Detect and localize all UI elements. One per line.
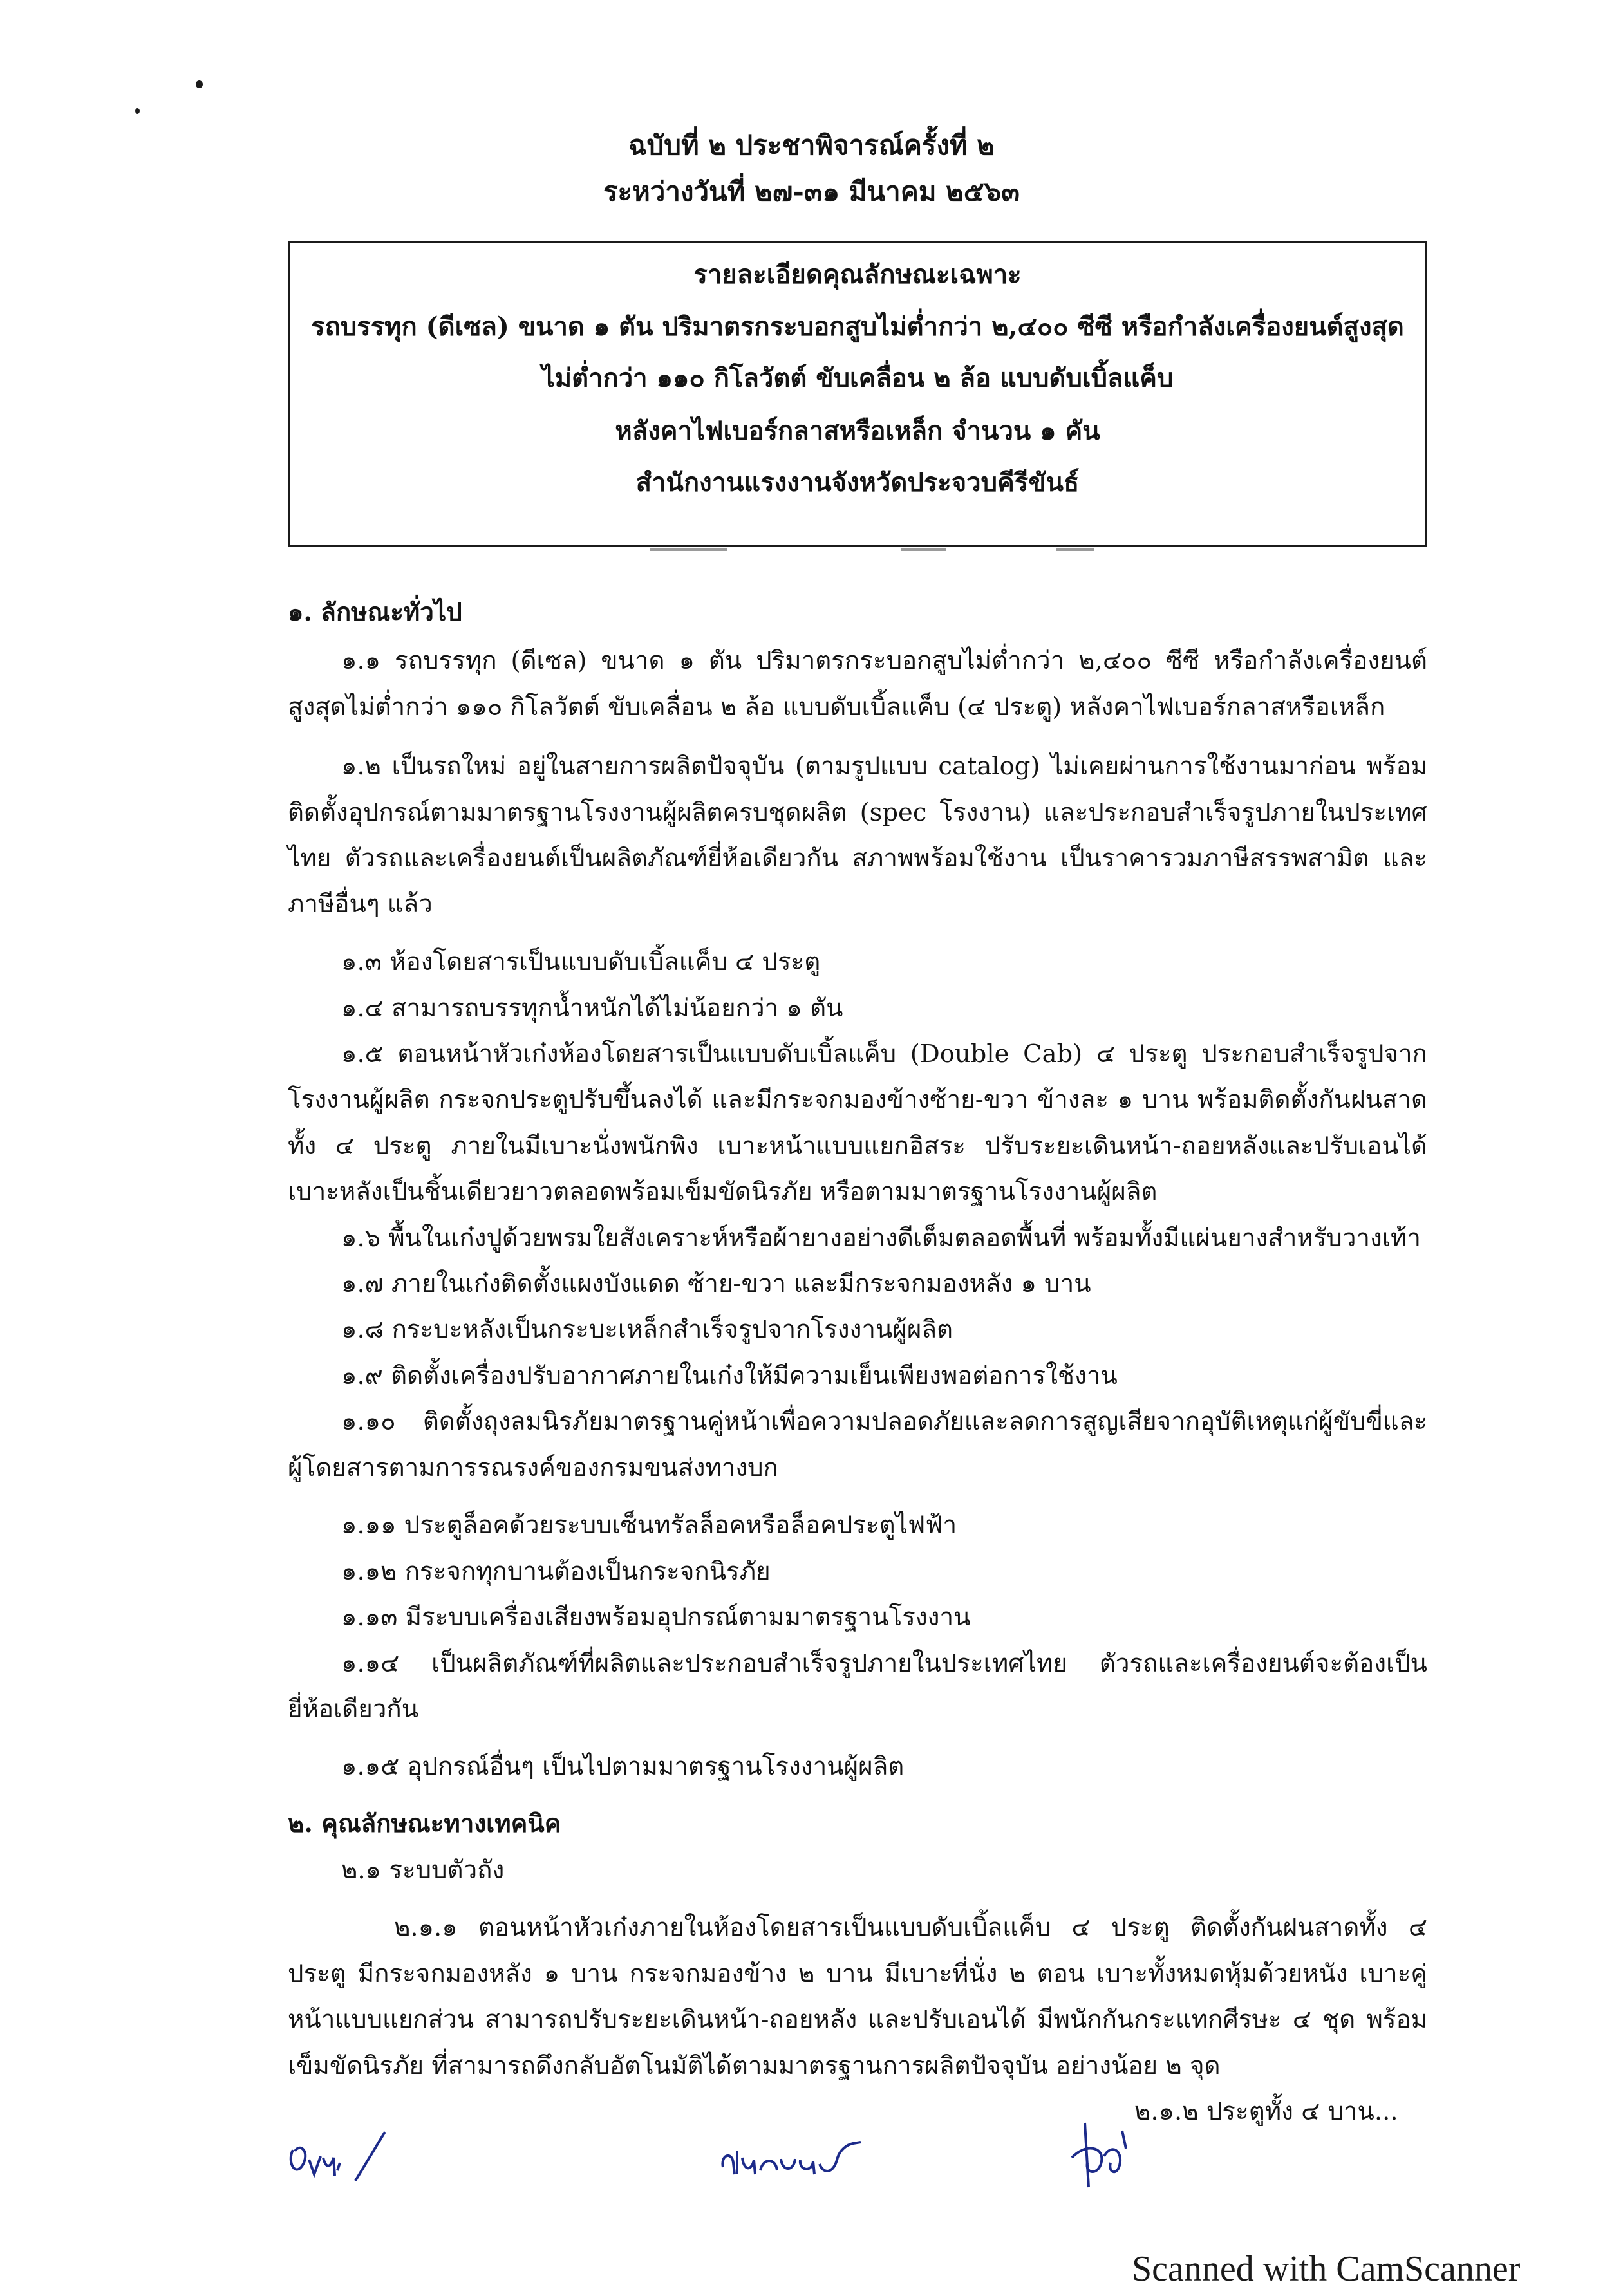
- box-vehicle-line-2: ไม่ต่ำกว่า ๑๑๐ กิโลวัตต์ ขับเคลื่อน ๒ ล้อ แบบดับเบิ้ลแค็บ: [541, 363, 1174, 393]
- scan-speck: [135, 108, 140, 114]
- item-1-14-line: ๑.๑๔ เป็นผลิตภัณฑ์ที่ผลิตและประกอบสำเร็จรูปภายในประเทศไทย ตัวรถและเครื่องยนต์จะต้องเป็น: [341, 1649, 1427, 1678]
- box-vehicle-line-1: รถบรรทุก (ดีเซล) ขนาด ๑ ตัน ปริมาตรกระบอกสูบไม่ต่ำกว่า ๒,๔๐๐ ซีซี หรือกำลังเครื่องยนต์สูงสุด: [311, 312, 1404, 342]
- item-1-15: ๑.๑๕ อุปกรณ์อื่นๆ เป็นไปตามมาตรฐานโรงงานผู้ผลิต: [341, 1752, 905, 1781]
- section-1-heading: ๑. ลักษณะทั่วไป: [288, 598, 462, 627]
- item-1-2-line: ไทย ตัวรถและเครื่องยนต์เป็นผลิตภัณฑ์ยี่ห้อเดียวกัน สภาพพร้อมใช้งาน เป็นราคารวมภาษีสรรพสามิต และ: [288, 844, 1427, 873]
- item-1-3: ๑.๓ ห้องโดยสารเป็นแบบดับเบิ้ลแค็บ ๔ ประตู: [341, 947, 821, 976]
- item-1-5-line: ๑.๕ ตอนหน้าหัวเก๋งห้องโดยสารเป็นแบบดับเบิ้ลแค็บ (Double Cab) ๔ ประตู ประกอบสำเร็จรูปจาก: [341, 1040, 1427, 1069]
- item-1-12: ๑.๑๒ กระจกทุกบานต้องเป็นกระจกนิรภัย: [341, 1557, 771, 1586]
- hearing-period: ระหว่างวันที่ ๒๗-๓๑ มีนาคม ๒๕๖๓: [603, 176, 1020, 207]
- item-2-1-1-line: หน้าแบบแยกส่วน สามารถปรับระยะเดินหน้า-ถอยหลัง และปรับเอนได้ มีพนักกันกระแทกศีรษะ ๔ ชุด พร้อม: [288, 2005, 1427, 2034]
- item-2-1: ๒.๑ ระบบตัวถัง: [341, 1856, 505, 1885]
- item-1-1-line: สูงสุดไม่ต่ำกว่า ๑๑๐ กิโลวัตต์ ขับเคลื่อน ๒ ล้อ แบบดับเบิ้ลแค็บ (๔ ประตู) หลังคาไฟเบอร์กลาสหรือเหล็ก: [288, 693, 1385, 722]
- item-2-1-1-line: ประตู มีกระจกมองหลัง ๑ บาน กระจกมองข้าง ๒ บาน มีเบาะที่นั่ง ๒ ตอน เบาะทั้งหมดหุ้มด้วยหนัง เบาะคู่: [288, 1959, 1427, 1988]
- scanner-watermark: Scanned with CamScanner: [1132, 2249, 1521, 2289]
- section-2-heading: ๒. คุณลักษณะทางเทคนิค: [288, 1809, 561, 1838]
- item-1-5-line: เบาะหลังเป็นชิ้นเดียวยาวตลอดพร้อมเข็มขัดนิรภัย หรือตามมาตรฐานโรงงานผู้ผลิต: [288, 1177, 1158, 1206]
- signature-2: [718, 2132, 866, 2183]
- item-1-14-line: ยี่ห้อเดียวกัน: [288, 1695, 419, 1724]
- item-1-8: ๑.๘ กระบะหลังเป็นกระบะเหล็กสำเร็จรูปจากโรงงานผู้ผลิต: [341, 1315, 953, 1344]
- item-2-1-1-line: เข็มขัดนิรภัย ที่สามารถดึงกลับอัตโนมัติได้ตามมาตรฐานการผลิตปัจจุบัน อย่างน้อย ๒ จุด: [288, 2051, 1221, 2080]
- item-1-4: ๑.๔ สามารถบรรทุกน้ำหนักได้ไม่น้อยกว่า ๑ ตัน: [341, 994, 843, 1023]
- item-1-2-line: ภาษีอื่นๆ แล้ว: [288, 890, 433, 919]
- item-1-6: ๑.๖ พื้นในเก๋งปูด้วยพรมใยสังเคราะห์หรือผ้ายางอย่างดีเต็มตลอดพื้นที่ พร้อมทั้งมีแผ่นยางสำหรับวางเท้า: [341, 1224, 1421, 1253]
- box-title: รายละเอียดคุณลักษณะเฉพาะ: [693, 259, 1022, 290]
- box-agency: สำนักงานแรงงานจังหวัดประจวบคีรีขันธ์: [635, 467, 1080, 498]
- signature-3: [1065, 2118, 1136, 2195]
- draft-notice: ฉบับที่ ๒ ประชาพิจารณ์ครั้งที่ ๒: [628, 129, 995, 161]
- signature-1: [283, 2124, 393, 2189]
- item-1-2-line: ติดตั้งอุปกรณ์ตามมาตรฐานโรงงานผู้ผลิตครบชุดผลิต (spec โรงงาน) และประกอบสำเร็จรูปภายในประเทศ: [288, 798, 1427, 827]
- item-1-5-line: โรงงานผู้ผลิต กระจกประตูปรับขึ้นลงได้ และมีกระจกมองข้างซ้าย-ขวา ข้างละ ๑ บาน พร้อมติดตั้งกันฝนสาด: [288, 1085, 1427, 1114]
- box-vehicle-line-3: หลังคาไฟเบอร์กลาสหรือเหล็ก จำนวน ๑ คัน: [615, 416, 1100, 446]
- item-1-10-line: ๑.๑๐ ติดตั้งถุงลมนิรภัยมาตรฐานคู่หน้าเพื่อความปลอดภัยและลดการสูญเสียจากอุบัติเหตุแก่ผู้ขับขี่และ: [341, 1407, 1427, 1436]
- scan-speck: [196, 80, 203, 88]
- item-1-1-line: ๑.๑ รถบรรทุก (ดีเซล) ขนาด ๑ ตัน ปริมาตรกระบอกสูบไม่ต่ำกว่า ๒,๔๐๐ ซีซี หรือกำลังเครื่องยนต์: [341, 646, 1427, 675]
- scan-dash: [1056, 548, 1094, 551]
- item-1-11: ๑.๑๑ ประตูล็อคด้วยระบบเซ็นทรัลล็อคหรือล็อคประตูไฟฟ้า: [341, 1511, 957, 1540]
- scan-dash: [650, 548, 727, 551]
- item-1-10-line: ผู้โดยสารตามการรณรงค์ของกรมขนส่งทางบก: [288, 1453, 778, 1482]
- specification-title-box: [288, 241, 1427, 547]
- item-1-7: ๑.๗ ภายในเก๋งติดตั้งแผงบังแดด ซ้าย-ขวา และมีกระจกมองหลัง ๑ บาน: [341, 1269, 1091, 1298]
- item-2-1-1-line: ๒.๑.๑ ตอนหน้าหัวเก๋งภายในห้องโดยสารเป็นแบบดับเบิ้ลแค็บ ๔ ประตู ติดตั้งกันฝนสาดทั้ง ๔: [394, 1913, 1427, 1942]
- item-1-9: ๑.๙ ติดตั้งเครื่องปรับอากาศภายในเก๋งให้มีความเย็นเพียงพอต่อการใช้งาน: [341, 1361, 1118, 1390]
- item-1-13: ๑.๑๓ มีระบบเครื่องเสียงพร้อมอุปกรณ์ตามมาตรฐานโรงงาน: [341, 1603, 971, 1632]
- scan-dash: [901, 548, 946, 551]
- item-1-5-line: ทั้ง ๔ ประตู ภายในมีเบาะนั่งพนักพิง เบาะหน้าแบบแยกอิสระ ปรับระยะเดินหน้า-ถอยหลังและปรับเอนได้: [288, 1132, 1427, 1161]
- continuation-cue: ๒.๑.๒ ประตูทั้ง ๔ บาน...: [1134, 2097, 1398, 2126]
- item-1-2-line: ๑.๒ เป็นรถใหม่ อยู่ในสายการผลิตปัจจุบัน (ตามรูปแบบ catalog) ไม่เคยผ่านการใช้งานมาก่อน พร้อม: [341, 752, 1427, 781]
